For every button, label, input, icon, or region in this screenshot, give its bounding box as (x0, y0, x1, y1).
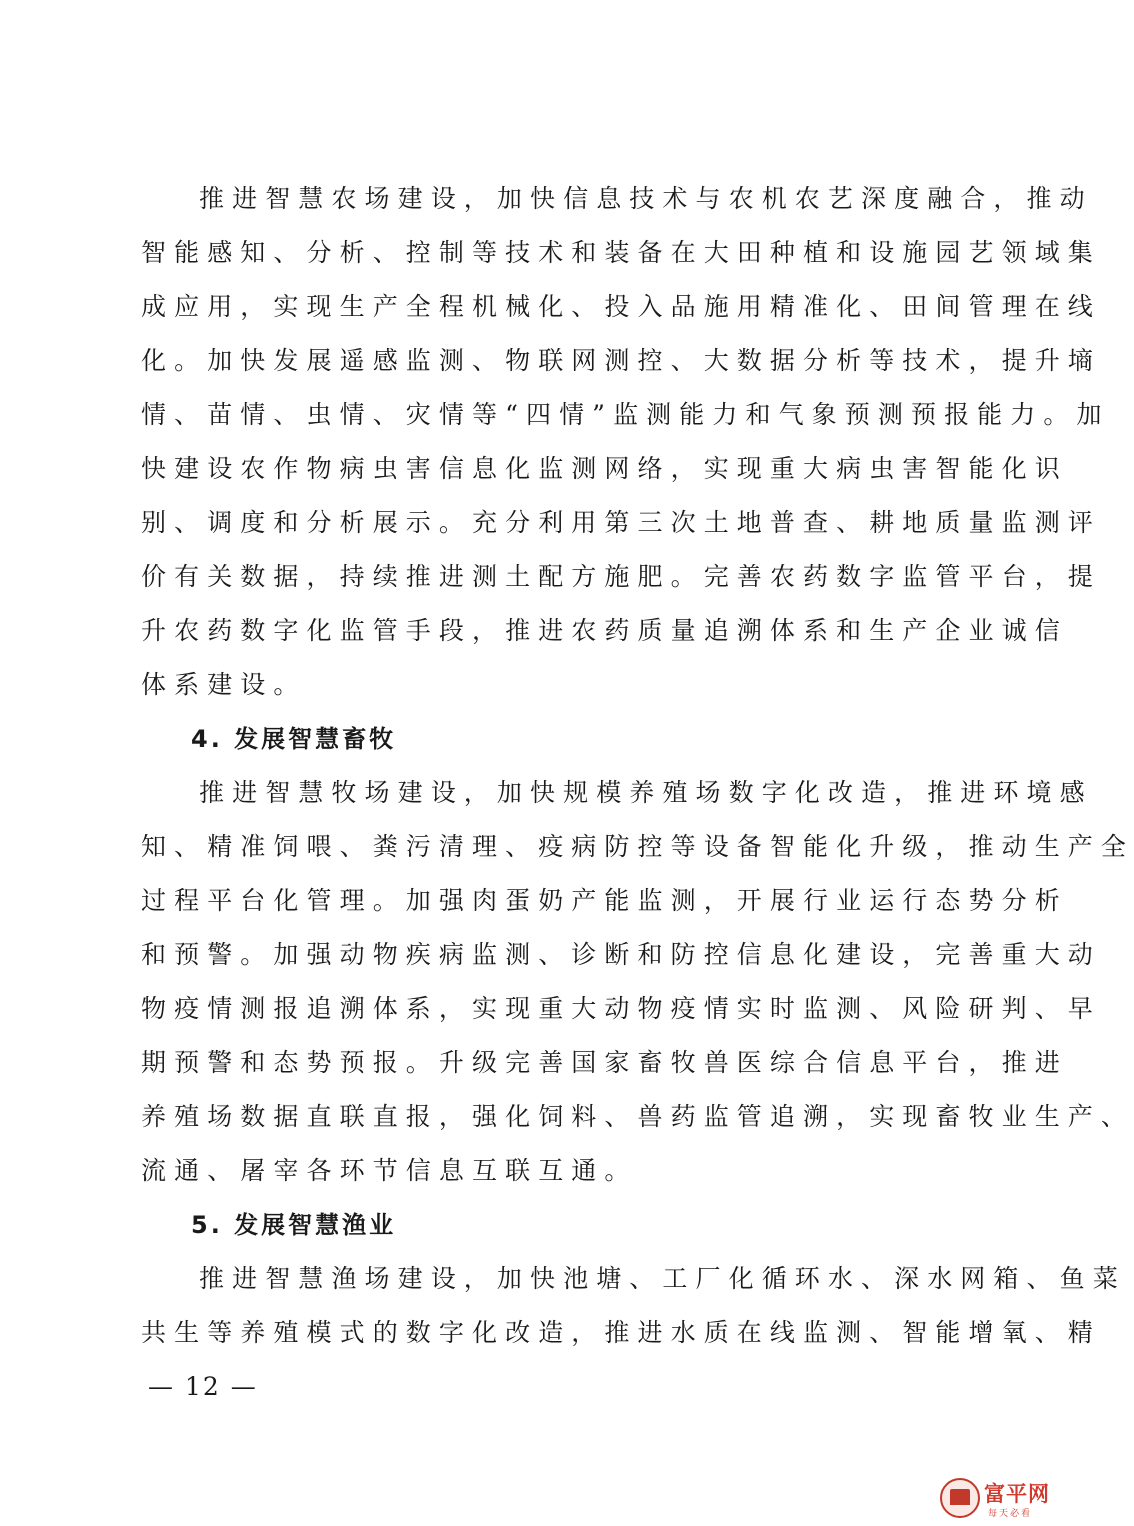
paragraph-line: 化。加快发展遥感监测、物联网测控、大数据分析等技术，提升墒 (141, 346, 1101, 375)
watermark-subtitle: 每天必看 (988, 1509, 1033, 1519)
paragraph-line: 推进智慧牧场建设，加快规模养殖场数字化改造，推进环境感 (199, 778, 1093, 807)
paragraph-line: 别、调度和分析展示。充分利用第三次土地普查、耕地质量监测评 (141, 508, 1101, 537)
paragraph-line: 价有关数据，持续推进测土配方施肥。完善农药数字监管平台，提 (141, 562, 1101, 591)
paragraph-line: 过程平台化管理。加强肉蛋奶产能监测，开展行业运行态势分析 (141, 886, 1068, 915)
section-heading: 4. 发展智慧畜牧 (191, 725, 397, 753)
paragraph-line: 共生等养殖模式的数字化改造，推进水质在线监测、智能增氧、精 (141, 1318, 1101, 1347)
paragraph-line: 推进智慧农场建设，加快信息技术与农机农艺深度融合，推动 (199, 184, 1093, 213)
paragraph-line: 物疫情测报追溯体系，实现重大动物疫情实时监测、风险研判、早 (141, 994, 1101, 1023)
paragraph-line: 体系建设。 (141, 670, 307, 699)
paragraph-line: 快建设农作物病虫害信息化监测网络，实现重大病虫害智能化识 (141, 454, 1068, 483)
paragraph-line: 期预警和态势预报。升级完善国家畜牧兽医综合信息平台，推进 (141, 1048, 1068, 1077)
watermark-logo-icon (940, 1478, 980, 1518)
paragraph-line: 知、精准饲喂、粪污清理、疫病防控等设备智能化升级，推动生产全 (141, 832, 1134, 861)
paragraph-line: 推进智慧渔场建设，加快池塘、工厂化循环水、深水网箱、鱼菜 (199, 1264, 1126, 1293)
paragraph-line: 养殖场数据直联直报，强化饲料、兽药监管追溯，实现畜牧业生产、 (141, 1102, 1134, 1131)
paragraph-line: 和预警。加强动物疾病监测、诊断和防控信息化建设，完善重大动 (141, 940, 1101, 969)
body-text (141, 172, 1134, 1360)
watermark-title: 富平网 (984, 1482, 1050, 1506)
paragraph-line: 情、苗情、虫情、灾情等“四情”监测能力和气象预测预报能力。加 (141, 400, 1110, 429)
paragraph-line: 智能感知、分析、控制等技术和装备在大田种植和设施园艺领域集 (141, 238, 1101, 267)
section-heading: 5. 发展智慧渔业 (191, 1211, 397, 1239)
page-number: — 12 — (148, 1372, 258, 1401)
paragraph-line: 流通、屠宰各环节信息互联互通。 (141, 1156, 638, 1185)
site-watermark (940, 1478, 1070, 1522)
paragraph-line: 成应用，实现生产全程机械化、投入品施用精准化、田间管理在线 (141, 292, 1101, 321)
paragraph-line: 升农药数字化监管手段，推进农药质量追溯体系和生产企业诚信 (141, 616, 1068, 645)
